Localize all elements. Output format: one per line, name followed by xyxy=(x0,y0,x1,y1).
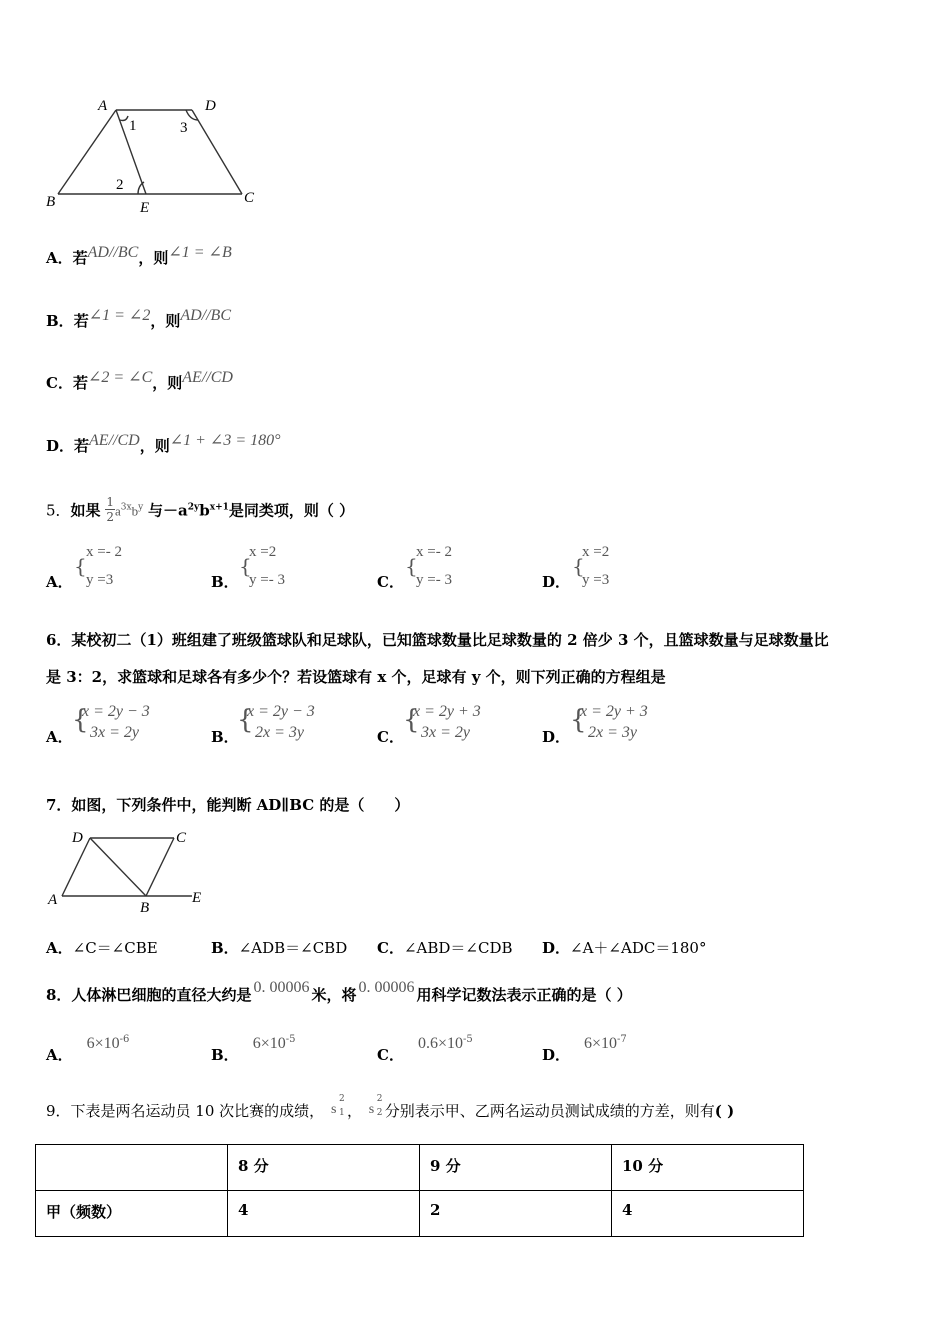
option-condition: AE//CD xyxy=(89,432,140,449)
table-cell: 4 xyxy=(228,1191,420,1237)
fraction-numerator: 1 xyxy=(106,495,114,509)
system-line-1: x =- 2 xyxy=(86,544,122,560)
q5-option-b[interactable] xyxy=(211,544,361,592)
term2-a-exp: 2y xyxy=(187,502,200,513)
q5-question xyxy=(46,497,354,526)
q8-option-b[interactable] xyxy=(211,1032,296,1064)
table-header-cell: 10 分 xyxy=(612,1145,804,1191)
figure-trapezoid xyxy=(40,92,270,222)
system-line-2: y =3 xyxy=(582,572,610,588)
table-header-cell: 9 分 xyxy=(420,1145,612,1191)
q7-question: 7．如图，下列条件中，能判断 AD∥BC 的是（ ） xyxy=(46,796,410,814)
option-key: D． xyxy=(542,939,571,957)
option-key: A． xyxy=(46,573,73,591)
option-key: B． xyxy=(46,312,74,330)
term1-a: a xyxy=(114,503,121,519)
q4-option-d[interactable] xyxy=(46,432,281,456)
system-line-2: y =3 xyxy=(86,572,114,588)
label-c: C xyxy=(176,830,187,846)
system-line-1: x =2 xyxy=(249,544,277,560)
brace-icon: { xyxy=(74,554,87,578)
segment-dc xyxy=(192,110,242,194)
option-ruo: 若 xyxy=(72,374,88,392)
s1-sub: 1 xyxy=(338,1108,345,1118)
system-line-2: y =- 3 xyxy=(249,572,285,588)
system-line-1: x = 2y + 3 xyxy=(580,703,648,720)
q6-option-d[interactable] xyxy=(542,703,702,747)
label-d: D xyxy=(205,98,216,114)
option-conclusion: ∠1 = ∠B xyxy=(168,244,232,261)
table-header-cell xyxy=(36,1145,228,1191)
q4-option-a[interactable] xyxy=(46,244,232,268)
q7-option-a[interactable] xyxy=(46,937,158,958)
q5-mid: 与－ xyxy=(147,501,178,520)
q8-value-1: 0. 00006 xyxy=(253,979,310,996)
option-ze: ，则 xyxy=(138,249,169,267)
s1-letter: s xyxy=(330,1102,337,1117)
brace-icon: { xyxy=(403,705,420,735)
q8-question xyxy=(46,979,632,1005)
q6-option-a[interactable] xyxy=(46,703,206,747)
q5-option-c[interactable] xyxy=(377,544,527,592)
label-b: B xyxy=(46,194,56,210)
option-conclusion: AD//BC xyxy=(180,307,231,324)
table-cell: 甲（频数） xyxy=(36,1191,228,1237)
option-ze: ，则 xyxy=(150,312,181,330)
option-key: B． xyxy=(211,1046,239,1064)
label-a: A xyxy=(98,98,108,114)
option-key: B． xyxy=(211,939,239,957)
q9-question xyxy=(46,1094,735,1122)
q5-fraction xyxy=(105,495,115,524)
option-ruo: 若 xyxy=(73,312,89,330)
s2-sub: 2 xyxy=(376,1108,383,1118)
term2-b: b xyxy=(199,501,210,520)
option-condition: ∠1 = ∠2 xyxy=(88,307,151,324)
option-key: A． xyxy=(46,1046,73,1064)
system-line-1: x =2 xyxy=(582,544,610,560)
option-key: C． xyxy=(377,939,404,957)
q8-post: 用科学记数法表示正确的是（ ） xyxy=(416,986,632,1004)
system-line-1: x = 2y − 3 xyxy=(247,703,315,720)
q9-comma: ， xyxy=(346,1102,362,1120)
option-key: C． xyxy=(377,728,404,746)
q8-mid: 米，将 xyxy=(311,986,357,1004)
term1-b-exp: y xyxy=(138,502,144,513)
q8-option-c[interactable] xyxy=(377,1032,473,1064)
label-a: A xyxy=(48,892,58,908)
option-ruo: 若 xyxy=(74,437,90,455)
variance-s2 xyxy=(367,1094,385,1122)
system-line-1: x =- 2 xyxy=(416,544,452,560)
option-key: A． xyxy=(46,249,73,267)
segment-db xyxy=(90,838,146,896)
fraction-denominator: 2 xyxy=(106,510,114,524)
segment-ab xyxy=(58,110,116,194)
option-base: 6×10 xyxy=(252,1035,286,1052)
label-angle-1: 1 xyxy=(129,118,137,134)
q4-option-c[interactable] xyxy=(46,369,233,393)
segment-cb xyxy=(146,838,174,896)
option-key: A． xyxy=(46,728,73,746)
option-exponent: -7 xyxy=(617,1034,627,1045)
q7-option-b[interactable] xyxy=(211,937,347,958)
q5-post: 是同类项，则（ ） xyxy=(228,501,355,520)
q5-option-d[interactable] xyxy=(542,544,692,592)
brace-icon: { xyxy=(239,554,252,578)
brace-icon: { xyxy=(405,554,418,578)
system-line-1: x = 2y − 3 xyxy=(82,703,150,720)
option-condition: ∠2 = ∠C xyxy=(87,369,153,386)
q5-pre: 如果 xyxy=(70,501,101,520)
brace-icon: { xyxy=(572,554,585,578)
option-ze: ，则 xyxy=(139,437,170,455)
system-line-2: 2x = 3y xyxy=(588,724,637,741)
q8-pre: 8．人体淋巴细胞的直径大约是 xyxy=(46,986,252,1004)
system-line-2: 2x = 3y xyxy=(255,724,304,741)
q9-pre: 9．下表是两名运动员 10 次比赛的成绩， xyxy=(46,1102,325,1120)
option-condition: AD//BC xyxy=(87,244,139,261)
system-line-2: 3x = 2y xyxy=(421,724,470,741)
s1-sup: 2 xyxy=(338,1094,345,1104)
q9-paren: ( ) xyxy=(714,1102,735,1120)
q5-option-a[interactable] xyxy=(46,544,196,592)
table-cell: 4 xyxy=(612,1191,804,1237)
q9-post: 分别表示甲、乙两名运动员测试成绩的方差，则有 xyxy=(384,1102,715,1120)
q7-option-d[interactable] xyxy=(542,937,706,958)
brace-icon: { xyxy=(237,705,254,735)
label-e: E xyxy=(192,890,202,906)
option-base: 6×10 xyxy=(584,1035,618,1052)
brace-icon: { xyxy=(72,705,89,735)
angle-3-arc xyxy=(186,110,198,120)
q8-option-a[interactable] xyxy=(46,1032,130,1064)
option-key: C． xyxy=(377,573,404,591)
system-line-2: 3x = 2y xyxy=(90,724,139,741)
variance-s1 xyxy=(329,1094,347,1122)
term2-a: a xyxy=(177,501,188,520)
term1-b: b xyxy=(131,503,139,519)
option-key: D． xyxy=(46,437,75,455)
option-key: D． xyxy=(542,1046,571,1064)
q5-number: 5． xyxy=(46,501,71,520)
term2-b-exp: x+1 xyxy=(209,502,229,513)
label-angle-3: 3 xyxy=(180,120,188,136)
option-key: A． xyxy=(46,939,73,957)
option-base: 0.6×10 xyxy=(417,1035,463,1052)
label-c: C xyxy=(244,190,255,206)
option-key: C． xyxy=(46,374,73,392)
q7-option-c[interactable] xyxy=(377,937,513,958)
option-key: D． xyxy=(542,573,571,591)
option-text: ∠C＝∠CBE xyxy=(72,939,158,957)
option-key: D． xyxy=(542,728,571,746)
option-text: ∠ABD＝∠CDB xyxy=(403,939,513,957)
q4-option-b[interactable] xyxy=(46,307,231,331)
table-cell: 2 xyxy=(420,1191,612,1237)
q6-option-c[interactable] xyxy=(377,703,537,747)
option-ruo: 若 xyxy=(72,249,88,267)
q8-option-d[interactable] xyxy=(542,1032,627,1064)
q8-value-2: 0. 00006 xyxy=(358,979,415,996)
system-line-1: x = 2y + 3 xyxy=(413,703,481,720)
label-d: D xyxy=(72,830,83,846)
s2-sup: 2 xyxy=(376,1094,383,1104)
table-row xyxy=(36,1191,804,1237)
segment-da xyxy=(62,838,90,896)
term1-a-exp: 3x xyxy=(120,502,132,513)
label-angle-2: 2 xyxy=(116,177,124,193)
option-key: B． xyxy=(211,728,239,746)
figure-parallelogram xyxy=(42,824,222,916)
option-exponent: -5 xyxy=(462,1034,473,1045)
option-conclusion: AE//CD xyxy=(182,369,233,386)
s2-letter: s xyxy=(368,1102,375,1117)
angle-1-arc xyxy=(120,116,128,121)
system-line-2: y =- 3 xyxy=(416,572,452,588)
option-key: C． xyxy=(377,1046,404,1064)
option-base: 6×10 xyxy=(86,1035,120,1052)
option-ze: ，则 xyxy=(152,374,183,392)
option-text: ∠ADB＝∠CBD xyxy=(238,939,348,957)
option-exponent: -5 xyxy=(285,1034,296,1045)
option-exponent: -6 xyxy=(119,1034,130,1045)
q6-option-b[interactable] xyxy=(211,703,371,747)
score-table xyxy=(35,1144,804,1237)
brace-icon: { xyxy=(570,705,587,735)
table-header-cell: 8 分 xyxy=(228,1145,420,1191)
option-conclusion: ∠1 + ∠3 = 180° xyxy=(169,432,281,449)
table-header-row xyxy=(36,1145,804,1191)
q6-question-line-1: 6．某校初二（1）班组建了班级篮球队和足球队，已知篮球数量比足球数量的 2 倍少 3 个，且篮球数量与足球数量比 xyxy=(46,631,829,649)
option-text: ∠A＋∠ADC＝180° xyxy=(570,939,707,957)
option-key: B． xyxy=(211,573,239,591)
label-b: B xyxy=(140,900,150,916)
q6-question-line-2: 是 3：2，求篮球和足球各有多少个？若设篮球有 x 个，足球有 y 个，则下列正确的方程组是 xyxy=(46,668,666,686)
label-e: E xyxy=(140,200,150,216)
